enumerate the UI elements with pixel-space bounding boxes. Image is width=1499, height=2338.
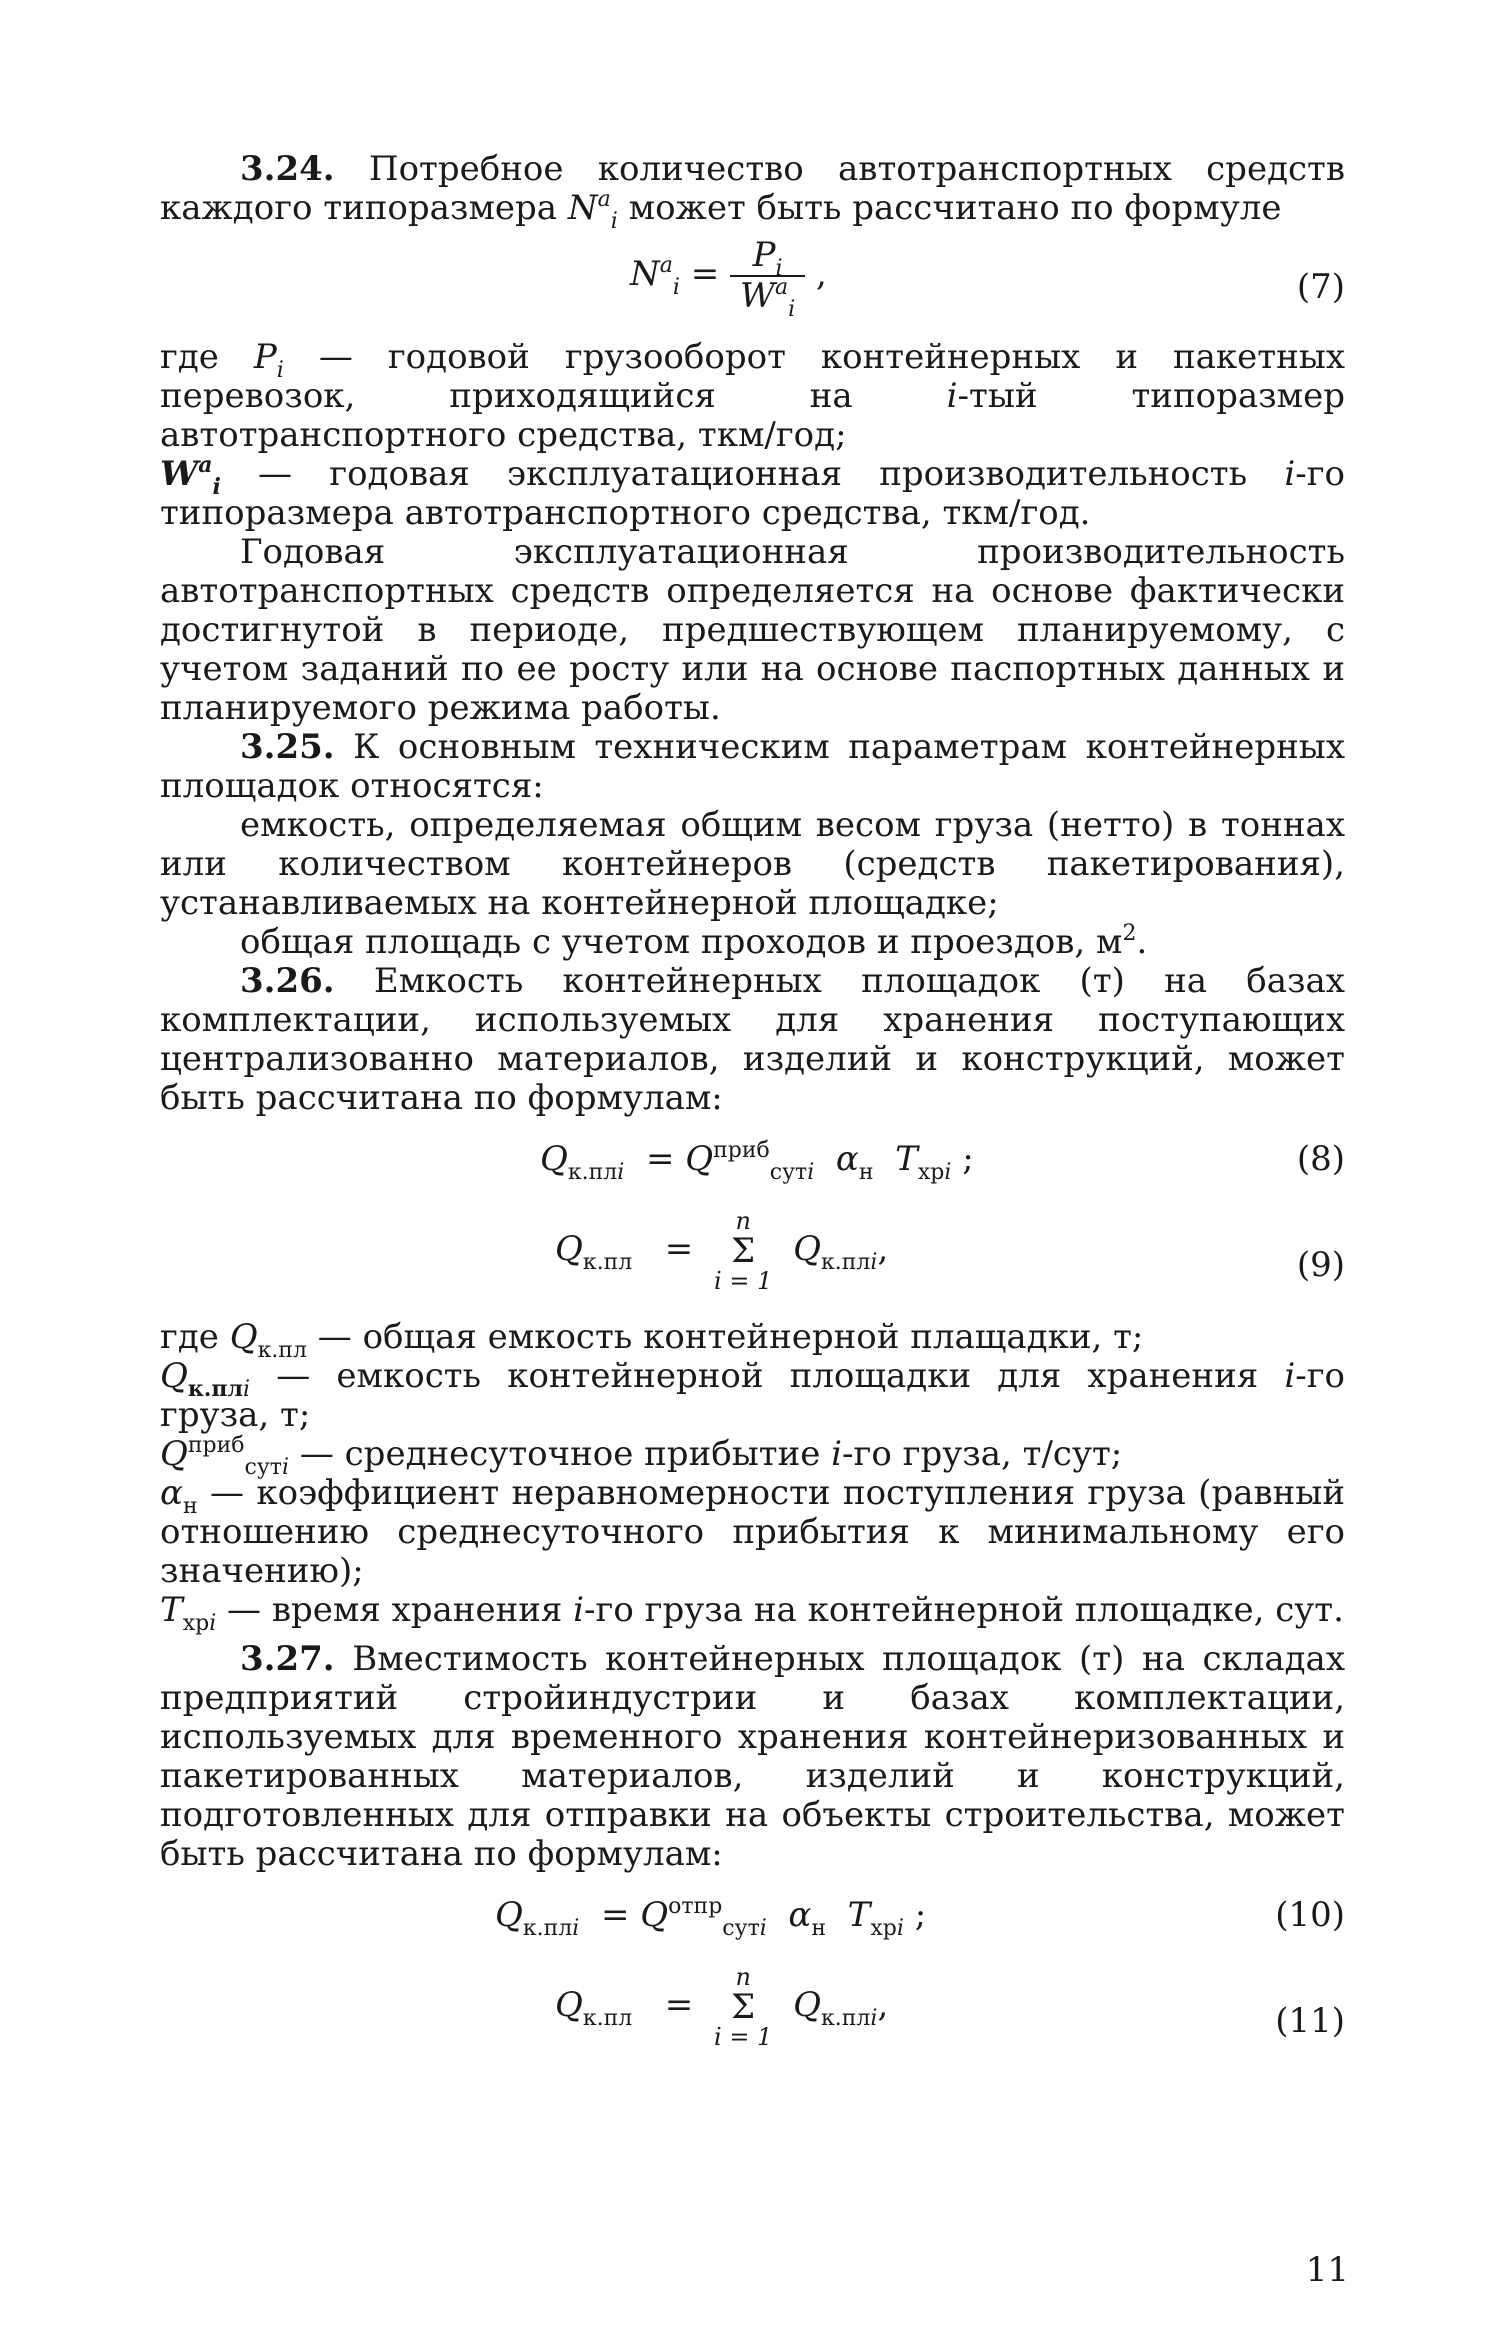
definition-p: где $P_i$ — годовой грузооборот контейнерных и пакетных перевозок, приходящийся на i-тый типоразмер автотранспортного средства, ткм/год; — [160, 337, 1346, 455]
symbol-p: $P_i$ — [253, 337, 284, 383]
formula-lhs: $N^а_i$ — [630, 253, 680, 300]
equals-sign: = — [690, 254, 720, 294]
fraction: $\frac{P_i}{W^а_i}$ — [730, 236, 805, 316]
list-item-capacity: емкость, определяемая общим весом груза (нетто) в тоннах или количеством контейнеров (средств пакетирования), устанавливаемых на контейнерной площадке; — [160, 805, 1345, 923]
formula-number: (9) — [1296, 1245, 1345, 1285]
formula-7: $N^а_i$ = $\frac{P_i}{W^а_i}$ , (7) — [630, 235, 1345, 322]
definition-w: $W^а_i$ — годовая эксплуатационная производительность i-го типоразмера автотранспортного средства, ткм/год. — [160, 452, 1345, 533]
section-text: Потребное количество автотранспортных средств каждого типоразмера — [160, 149, 1345, 228]
section-number: 3.25. — [240, 727, 335, 767]
definition-alpha: $\alpha_н$ — коэффициент неравномерности поступления груза (равный отношению среднесуточного прибытия к минимальному его значению); — [160, 1473, 1346, 1591]
section-number: 3.27. — [240, 1639, 335, 1679]
formula-number: (8) — [1296, 1139, 1345, 1179]
formula-number: (11) — [1275, 2001, 1345, 2041]
page-number: 11 — [1305, 2250, 1349, 2290]
page-body — [160, 150, 1345, 2074]
definition-q-arrival: $Q^{приб}_{сутi}$ — среднесуточное прибытие i-го груза, т/сут; — [160, 1433, 1123, 1480]
paragraph-annual-productivity: Годовая эксплуатационная производительность автотранспортных средств определяется на основе фактически достигнутой в периоде, предшествующем планируемому, с учетом заданий по ее росту или на основе паспортных данных и планируемого режима работы. — [160, 532, 1345, 728]
section-3-25: 3.25. К основным техническим параметрам контейнерных площадок относятся: — [160, 727, 1345, 806]
definition-q-i: $Q_{к.плi}$ — емкость контейнерной площадки для хранения i-го груза, т; — [160, 1356, 1345, 1435]
symbol-n: $N^а_i$ — [567, 187, 618, 234]
section-3-27: 3.27. Вместимость контейнерных площадок (т) на складах предприятий стройиндустрии и базах комплектации, используемых для временного хранения контейнеризованных и пакетированных материалов, изделий и конструкций, подготовленных для отправки на объекты строительства, может быть рассчитана по формулам: — [160, 1639, 1346, 1874]
section-3-24 — [160, 149, 1345, 234]
definitions-8-9 — [160, 1317, 1346, 1636]
formula-number: (7) — [1296, 267, 1345, 307]
definition-q-total: где $Q_{к.пл}$ — общая емкость контейнерной плащадки, т; — [160, 1317, 1144, 1363]
formula-10: $Q_{к.плi} = Q^{отпр}_{сутi}$ $\alpha_н$ $T_{хрi}$ ; (10) — [495, 1894, 1345, 1941]
summation: n Σ i = 1 — [714, 1207, 773, 1295]
section-number: 3.24. — [240, 149, 335, 189]
formula-11: $Q_{к.пл}$ = n Σ i = 1 $Q_{к.плi}$, (11) — [555, 1963, 1345, 2051]
formula-8: $Q_{к.плi} = Q^{приб}_{сутi}$ $\alpha_н$ $T_{хрi}$ ; (8) — [540, 1138, 1345, 1185]
section-text-tail: может быть рассчитано по формуле — [628, 188, 1282, 228]
summation: n Σ i = 1 — [714, 1963, 773, 2051]
formula-number: (10) — [1275, 1895, 1345, 1935]
formula-9: $Q_{к.пл}$ = n Σ i = 1 $Q_{к.плi}$, (9) — [555, 1207, 1345, 1295]
symbol-w: $W^а_i$ — [160, 452, 221, 500]
definition-t: $T_{хрi}$ — время хранения i-го груза на контейнерной площадке, сут. — [160, 1590, 1344, 1636]
section-3-26: 3.26. Емкость контейнерных площадок (т) на базах комплектации, используемых для хранения поступающих централизованно материалов, изделий и конструкций, может быть рассчитана по формулам: — [160, 961, 1345, 1118]
section-number: 3.26. — [240, 961, 335, 1001]
list-item-area: общая площадь с учетом проходов и проездов, $м^2$. — [240, 921, 1148, 962]
